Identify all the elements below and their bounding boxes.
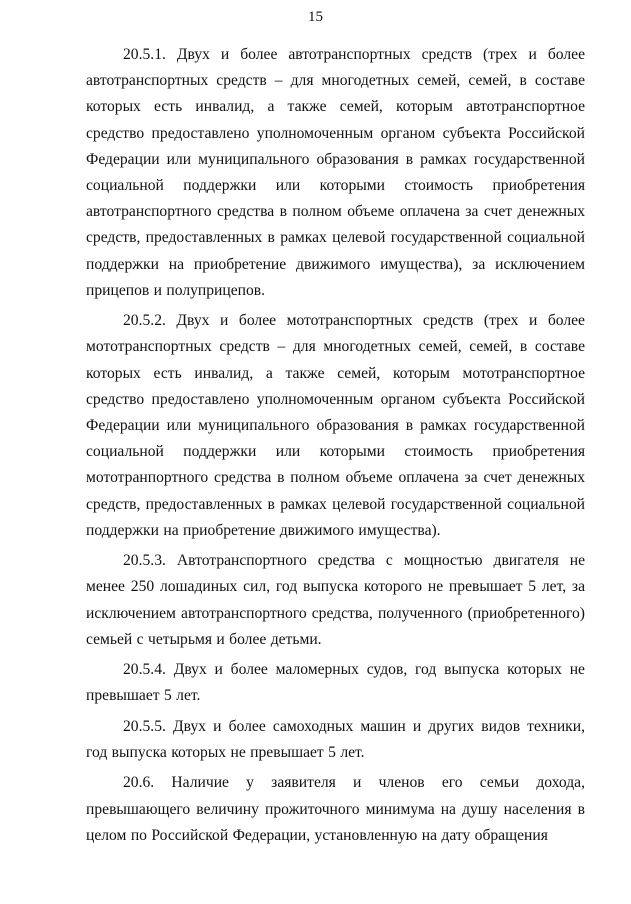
paragraph-text: Двух и более маломерных судов, год выпуска которых не превышает 5 лет. [86, 661, 585, 705]
paragraph-20-5-5 [86, 714, 585, 766]
paragraph-text: Двух и более автотранспортных средств (трех и более автотранспортных средств – для многодетных семей, семей, в составе которых есть инвалид, а также семей, которым автотранспортное средство предоставлено уполномоченным органом субъекта Российской Федерации или муниципального образования в рамках государственной социальной поддержки или которыми стоимость приобретения автотранспортного средства в полном объеме оплачена за счет денежных средств, предоставленных в рамках целевой государственной социальной поддержки на приобретение движимого имущества), за исключением прицепов и полуприцепов. [86, 46, 585, 299]
paragraph-text: Наличие у заявителя и членов его семьи дохода, превышающего величину прожиточного минимума на душу населения в целом по Российской Федерации, установленную на дату обращения [86, 774, 585, 844]
paragraph-20-6 [86, 770, 585, 849]
paragraph-number: 20.5.4. [123, 661, 166, 679]
paragraph-20-5-4 [86, 657, 585, 709]
paragraph-20-5-2 [86, 308, 585, 544]
paragraph-text: Автотранспортного средства с мощностью двигателя не менее 250 лошадиных сил, год выпуска которого не превышает 5 лет, за исключением автотранспортного средства, полученного (приобретенного) семьей с четырьмя и более детьми. [86, 552, 585, 648]
paragraph-20-5-1 [86, 42, 585, 304]
paragraph-text: Двух и более мототранспортных средств (трех и более мототранспортных средств – для многодетных семей, семей, в составе которых есть инвалид, а также семей, которым мототранспортное средство предоставлено уполномоченным органом субъекта Российской Федерации или муниципального образования в рамках государственной социальной поддержки или которыми стоимость приобретения мототранпортного средства в полном объеме оплачена за счет денежных средств, предоставленных в рамках целевой государственной социальной поддержки на приобретение движимого имущества). [86, 312, 585, 539]
paragraph-number: 20.5.1. [123, 46, 166, 63]
paragraph-20-5-3 [86, 548, 585, 653]
paragraph-number: 20.6. [123, 774, 155, 792]
page-number: 15 [308, 9, 323, 25]
document-body [86, 42, 585, 849]
paragraph-number: 20.5.2. [123, 312, 166, 330]
paragraph-text: Двух и более самоходных машин и других видов техники, год выпуска которых не превышает 5 лет. [86, 717, 585, 762]
paragraph-number: 20.5.3. [123, 552, 166, 570]
paragraph-number: 20.5.5. [123, 717, 166, 735]
